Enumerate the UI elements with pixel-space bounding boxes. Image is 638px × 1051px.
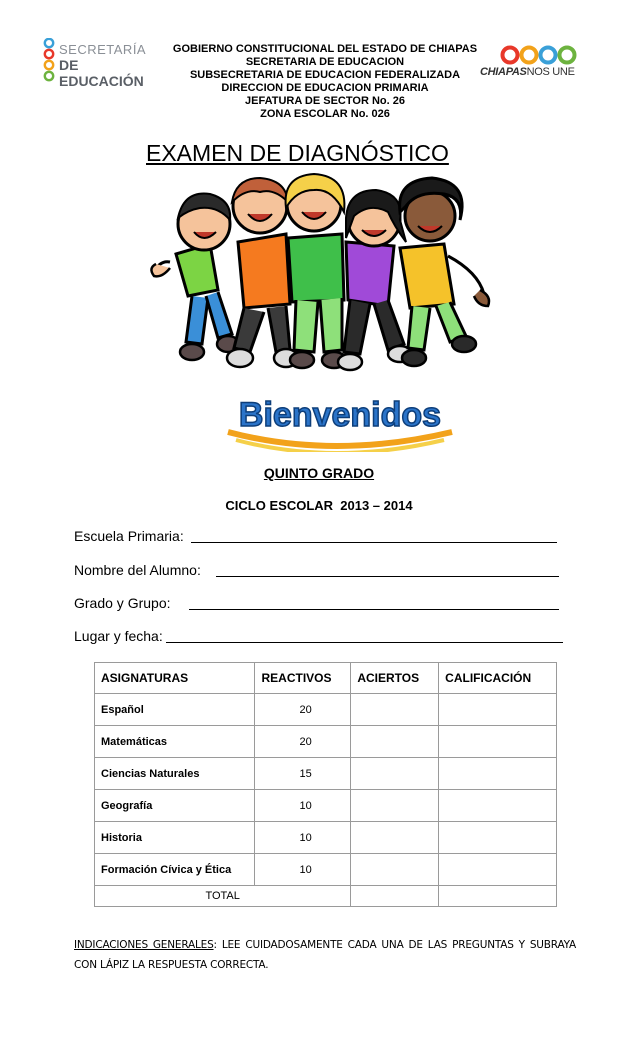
grade-cell[interactable] (439, 758, 557, 790)
chiapas-brand-text (480, 66, 575, 78)
correct-cell[interactable] (351, 758, 439, 790)
correct-cell[interactable] (351, 694, 439, 726)
place-date-line[interactable] (166, 642, 563, 643)
grade-cell[interactable] (439, 854, 557, 886)
subject-cell: Geografía (95, 790, 255, 822)
cycle-text: CICLO ESCOLAR 2013 – 2014 (225, 498, 413, 513)
grade-cell[interactable] (439, 790, 557, 822)
school-label: Escuela Primaria: (74, 528, 184, 544)
children-illustration (148, 172, 496, 380)
grade-text: QUINTO GRADO (263, 465, 375, 481)
subject-cell: Español (95, 694, 255, 726)
correct-cell[interactable] (351, 854, 439, 886)
header-line-3: SUBSECRETARIA DE EDUCACION FEDERALIZADA (189, 69, 461, 81)
total-correct-cell[interactable] (351, 886, 439, 907)
table-header-row (95, 663, 557, 694)
items-cell: 15 (255, 758, 351, 790)
items-cell: 20 (255, 694, 351, 726)
school-line[interactable] (191, 542, 557, 543)
logo-line-2: DE EDUCACIÓN (59, 57, 144, 89)
header-line-5: JEFATURA DE SECTOR No. 26 (245, 95, 405, 107)
header-line-6: ZONA ESCOLAR No. 026 (260, 108, 390, 120)
banner-text: Bienvenidos (238, 396, 442, 434)
place-date-label: Lugar y fecha: (74, 628, 163, 644)
items-cell: 10 (255, 822, 351, 854)
group-line[interactable] (189, 609, 559, 610)
table-row (95, 854, 557, 886)
instructions-text: : LEE CUIDADOSAMENTE CADA UNA DE LAS PREGUNTAS Y SUBRAYA CON LÁPIZ LA RESPUESTA CORRECTA. (74, 939, 577, 971)
table-row (95, 694, 557, 726)
subject-cell: Ciencias Naturales (95, 758, 255, 790)
grade-cell[interactable] (439, 726, 557, 758)
header-line-2: SECRETARIA DE EDUCACION (245, 56, 405, 68)
correct-cell[interactable] (351, 822, 439, 854)
secretaria-educacion-logo (42, 38, 157, 89)
header-line-4: DIRECCION DE EDUCACION PRIMARIA (221, 82, 429, 94)
logo-dots-icon (42, 38, 56, 82)
place-date-field (74, 628, 163, 644)
header-subjects: ASIGNATURAS (95, 663, 255, 694)
brand-rest: NOS UNE (526, 66, 575, 78)
rings-icon (500, 44, 578, 66)
subject-cell: Matemáticas (95, 726, 255, 758)
correct-cell[interactable] (351, 726, 439, 758)
items-cell: 20 (255, 726, 351, 758)
grades-table (94, 662, 557, 907)
logo-line-1: SECRETARÍA (59, 42, 147, 57)
exam-title: EXAMEN DE DIAGNÓSTICO (146, 140, 449, 166)
subject-cell: Formación Cívica y Ética (95, 854, 255, 886)
header-items: REACTIVOS (255, 663, 351, 694)
school-cycle (0, 498, 638, 513)
instructions-label: INDICACIONES GENERALES (74, 939, 214, 951)
items-cell: 10 (255, 790, 351, 822)
grade-cell[interactable] (439, 822, 557, 854)
items-cell: 10 (255, 854, 351, 886)
student-field (74, 562, 201, 578)
subject-cell: Historia (95, 822, 255, 854)
bienvenidos-banner (214, 386, 466, 452)
grade-cell[interactable] (439, 694, 557, 726)
instructions (74, 935, 576, 975)
brand-bold: CHIAPAS (480, 66, 527, 78)
total-label: TOTAL (95, 886, 351, 907)
header-correct: ACIERTOS (351, 663, 439, 694)
chiapas-nos-une-logo (478, 42, 578, 82)
table-row (95, 726, 557, 758)
header-line-1: GOBIERNO CONSTITUCIONAL DEL ESTADO DE CHIAPAS (172, 43, 478, 55)
group-field (74, 595, 171, 611)
institution-header (150, 43, 500, 121)
grade-heading (0, 465, 638, 483)
student-label: Nombre del Alumno: (74, 562, 201, 578)
table-row (95, 790, 557, 822)
student-line[interactable] (216, 576, 559, 577)
table-row (95, 758, 557, 790)
school-field (74, 528, 184, 544)
total-grade-cell[interactable] (439, 886, 557, 907)
correct-cell[interactable] (351, 790, 439, 822)
group-label: Grado y Grupo: (74, 595, 171, 611)
total-row (95, 886, 557, 907)
table-row (95, 822, 557, 854)
header-grade: CALIFICACIÓN (439, 663, 557, 694)
